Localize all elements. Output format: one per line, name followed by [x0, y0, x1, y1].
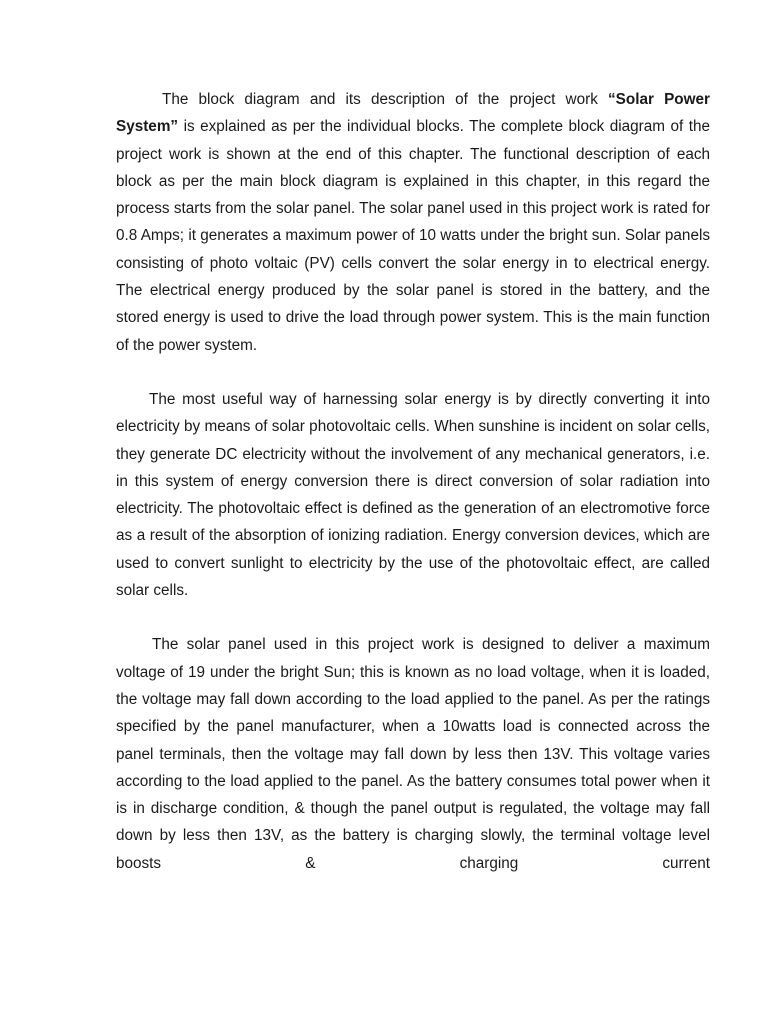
- paragraph-3-text: The solar panel used in this project work is designed to deliver a maximum voltage of 19 under the bright Sun; this is known as no load voltage, when it is loaded, the voltage may fall down according to the load applied to the panel. As per the ratings specified by the panel manufacturer, when a 10watts load is connected across the panel terminals, then the voltage may fall down by less then 13V. This voltage varies according to the load applied to the panel. As the battery consumes total power when it is in discharge condition, & though the panel output is regulated, the voltage may fall down by less then 13V, as the battery is charging slowly, the terminal voltage level boosts & charging current: [116, 636, 710, 872]
- paragraph-3: [116, 631, 710, 877]
- paragraph-2: [116, 386, 710, 604]
- paragraph-1-text-b: is explained as per the individual blocks. The complete block diagram of the project work is shown at the end of this chapter. The functional description of each block as per the main block diagram is explained in this chapter, in this regard the process starts from the solar panel. The solar panel used in this project work is rated for 0.8 Amps; it generates a maximum power of 10 watts under the bright sun. Solar panels consisting of photo voltaic (PV) cells convert the solar energy in to electrical energy. The electrical energy produced by the solar panel is stored in the battery, and the stored energy is used to drive the load through power system. This is the main function of the power system.: [116, 118, 710, 354]
- project-title: “Solar Power System”: [116, 91, 711, 136]
- document-page: [116, 86, 710, 877]
- paragraph-1-text-a: The block diagram and its description of the project work: [162, 91, 609, 108]
- paragraph-2-text: The most useful way of harnessing solar energy is by directly converting it into electricity by means of solar photovoltaic cells. When sunshine is incident on solar cells, they generate DC electricity without the involvement of any mechanical generators, i.e. in this system of energy conversion there is direct conversion of solar radiation into electricity. The photovoltaic effect is defined as the generation of an electromotive force as a result of the absorption of ionizing radiation. Energy conversion devices, which are used to convert sunlight to electricity by the use of the photovoltaic effect, are called solar cells.: [116, 390, 710, 600]
- paragraph-1: [116, 86, 710, 359]
